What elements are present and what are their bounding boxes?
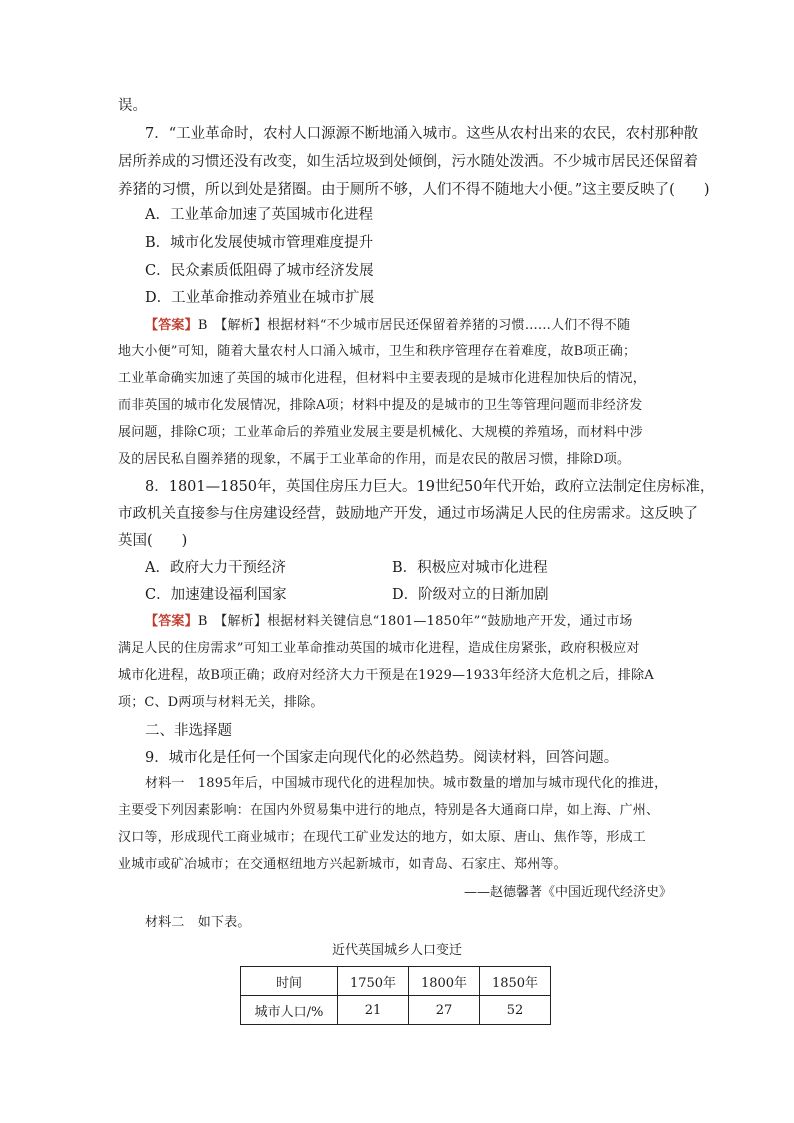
answer-8-text: B 【解析】根据材料关键信息“1801—1850年”“鼓励地产开发，通过市场 xyxy=(197,614,633,629)
answer-7-text: 而非英国的城市化发展情况，排除A项；材料中提及的是城市的卫生等管理问题而非经济发 xyxy=(118,398,643,413)
table-cell: 27 xyxy=(409,996,480,1025)
table-caption: 近代英国城乡人口变迁 xyxy=(331,943,462,958)
answer-7-text: 及的居民私自圈养猪的现象，不属于工业革命的作用，而是农民的散居习惯，排除D项。 xyxy=(118,452,631,467)
table-cell: 52 xyxy=(480,996,551,1025)
question-7-option-b: B．城市化发展使城市管理难度提升 xyxy=(145,235,374,251)
material-1-source: ——赵德馨著《中国近现代经济史》 xyxy=(463,885,672,900)
question-9-stem: 9．城市化是任何一个国家走向现代化的必然趋势。阅读材料，回答问题。 xyxy=(145,750,619,766)
answer-8-text: 项；C、D两项与材料无关，排除。 xyxy=(118,695,324,710)
question-7-stem: 居所养成的习惯还没有改变，如生活垃圾到处倾倒，污水随处泼洒。不少城市居民还保留着 xyxy=(118,154,698,170)
table-row-label: 城市人口/% xyxy=(241,996,338,1025)
answer-8-text: 城市化进程，故B项正确；政府对经济大力干预是在1929—1933年经济大危机之后，排除A xyxy=(118,668,654,683)
section-heading: 二、非选择题 xyxy=(145,723,232,739)
question-7-option-d: D．工业革命推动养殖业在城市扩展 xyxy=(145,290,375,306)
question-7-option-a: A．工业革命加速了英国城市化进程 xyxy=(145,207,373,223)
table-cell: 21 xyxy=(338,996,409,1025)
table-header-cell: 1800年 xyxy=(409,967,480,996)
table-header-cell: 1750年 xyxy=(338,967,409,996)
answer-tag: 【答案】 xyxy=(145,614,198,629)
answer-8-line xyxy=(145,612,705,632)
question-8-option-a: A．政府大力干预经济 xyxy=(145,560,286,576)
population-table xyxy=(240,966,551,1025)
question-8-stem: 8．1801—1850年，英国住房压力巨大。19世纪50年代开始，政府立法制定住房标准， xyxy=(145,479,715,495)
answer-7-line xyxy=(145,316,705,336)
answer-8-text: 满足人民的住房需求”可知工业革命推动英国的城市化进程，造成住房紧张，政府积极应对 xyxy=(118,641,640,656)
question-8-option-d: D．阶级对立的日渐加剧 xyxy=(392,587,549,603)
question-8-option-c: C．加速建设福利国家 xyxy=(145,587,287,603)
material-2-label: 材料二 如下表。 xyxy=(145,915,251,930)
answer-7-text: 地大小便”可知，随着大量农村人口涌入城市，卫生和秩序管理存在着难度，故B项正确； xyxy=(118,344,637,359)
answer-7-text: B 【解析】根据材料“不少城市居民还保留着养猪的习惯……人们不得不随 xyxy=(197,318,631,333)
table-header-cell: 时间 xyxy=(241,967,338,996)
text-line: 误。 xyxy=(118,98,147,114)
answer-tag: 【答案】 xyxy=(145,318,198,333)
material-1-text: 主要受下列因素影响：在国内外贸易集中进行的地点，特别是各大通商口岸，如上海、广州、 xyxy=(118,803,660,818)
material-1-text: 业城市或矿冶城市；在交通枢纽地方兴起新城市，如青岛、石家庄、郑州等。 xyxy=(118,857,567,872)
material-1-text: 汉口等，形成现代工商业城市；在现代工矿业发达的地方，如太原、唐山、焦作等，形成工 xyxy=(118,830,647,845)
question-8-stem: 英国( ) xyxy=(118,533,188,549)
table-row xyxy=(241,996,551,1025)
question-7-stem: 养猪的习惯，所以到处是猪圈。由于厕所不够，人们不得不随地大小便。”这主要反映了( ) xyxy=(118,182,710,198)
answer-7-text: 展问题，排除C项；工业革命后的养殖业发展主要是机械化、大规模的养殖场，而材料中涉 xyxy=(118,425,643,440)
question-8-stem: 市政机关直接参与住房建设经营，鼓励地产开发，通过市场满足人民的住房需求。这反映了 xyxy=(118,506,698,522)
question-7-stem: 7．“工业革命时，农村人口源源不断地涌入城市。这些从农村出来的农民，农村那种散 xyxy=(145,126,699,142)
question-7-option-c: C．民众素质低阻碍了城市经济发展 xyxy=(145,263,374,279)
table-header-row xyxy=(241,967,551,996)
table-header-cell: 1850年 xyxy=(480,967,551,996)
material-1-text: 材料一 1895年后，中国城市现代化的进程加快。城市数量的增加与城市现代化的推进， xyxy=(145,776,668,791)
answer-7-text: 工业革命确实加速了英国的城市化进程，但材料中主要表现的是城市化进程加快后的情况， xyxy=(118,371,647,386)
question-8-option-b: B．积极应对城市化进程 xyxy=(392,560,548,576)
